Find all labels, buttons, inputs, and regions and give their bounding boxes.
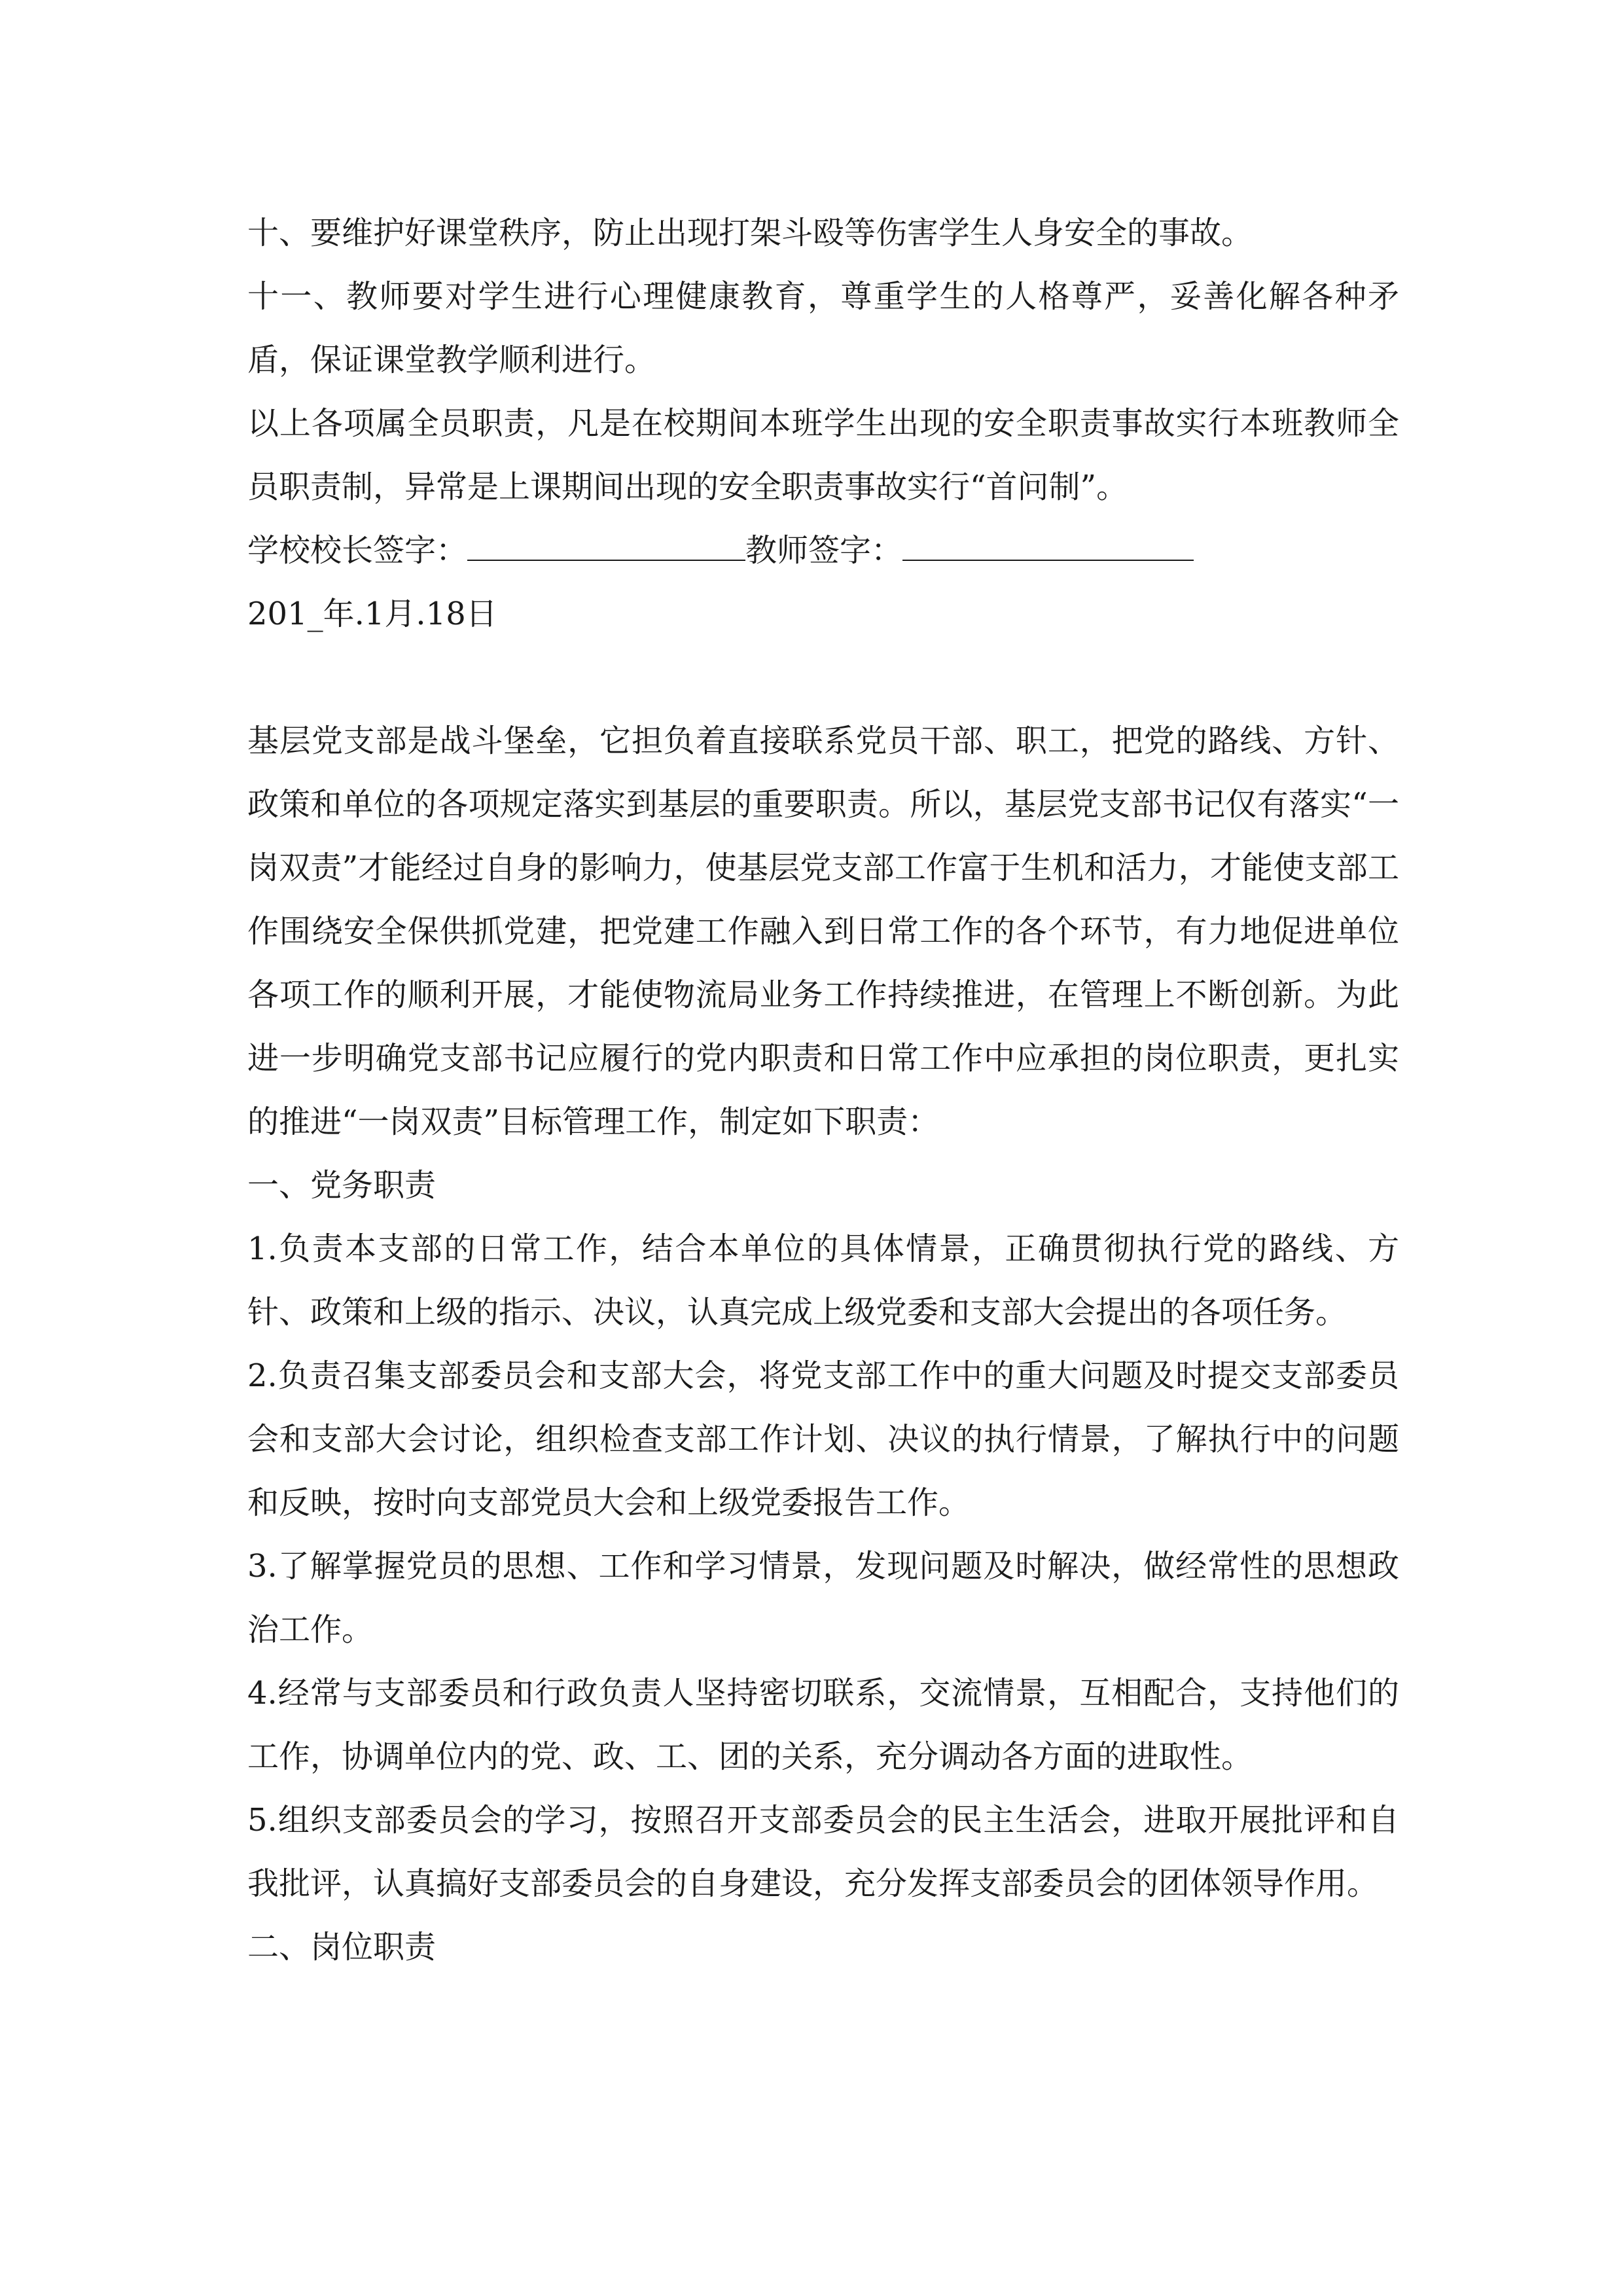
duty-item-5: 5.组织支部委员会的学习，按照召开支部委员会的民主生活会，进取开展批评和自我批评，认真搞好支部委员会的自身建设，充分发挥支部委员会的团体领导作用。 bbox=[247, 1802, 1399, 1902]
document-body bbox=[247, 202, 1399, 1979]
duty-item-4: 4.经常与支部委员和行政负责人坚持密切联系，交流情景，互相配合，支持他们的工作，协调单位内的党、政、工、团的关系，充分调动各方面的进取性。 bbox=[247, 1675, 1399, 1775]
paragraph-item-10: 十、要维护好课堂秩序，防止出现打架斗殴等伤害学生人身安全的事故。 bbox=[247, 215, 1253, 251]
principal-signature-line bbox=[467, 532, 745, 561]
section-heading-post-duties: 二、岗位职责 bbox=[247, 1929, 437, 1965]
teacher-signature-line bbox=[902, 532, 1194, 561]
duty-item-2: 2.负责召集支部委员会和支部大会，将党支部工作中的重大问题及时提交支部委员会和支部大会讨论，组织检查支部工作计划、决议的执行情景，了解执行中的问题和反映，按时向支部党员大会和上级党委报告工作。 bbox=[247, 1357, 1399, 1521]
section-heading-party-duties: 一、党务职责 bbox=[247, 1167, 437, 1204]
duty-item-1: 1.负责本支部的日常工作，结合本单位的具体情景，正确贯彻执行党的路线、方针、政策和上级的指示、决议，认真完成上级党委和支部大会提出的各项任务。 bbox=[247, 1230, 1399, 1331]
signature-date: 201_年.1月.18日 bbox=[247, 596, 497, 632]
paragraph-item-11: 十一、教师要对学生进行心理健康教育，尊重学生的人格尊严，妥善化解各种矛盾，保证课堂教学顺利进行。 bbox=[247, 278, 1399, 378]
principal-signature-label: 学校校长签字： bbox=[247, 532, 468, 569]
signature-row bbox=[247, 519, 1399, 583]
paragraph-responsibility-note: 以上各项属全员职责，凡是在校期间本班学生出现的安全职责事故实行本班教师全员职责制，异常是上课期间出现的安全职责事故实行“首问制”。 bbox=[247, 405, 1399, 505]
section-gap bbox=[247, 646, 1399, 709]
duty-item-3: 3.了解掌握党员的思想、工作和学习情景，发现问题及时解决，做经常性的思想政治工作。 bbox=[247, 1548, 1399, 1648]
teacher-signature-label: 教师签字： bbox=[745, 532, 903, 569]
intro-paragraph: 基层党支部是战斗堡垒，它担负着直接联系党员干部、职工，把党的路线、方针、政策和单位的各项规定落实到基层的重要职责。所以，基层党支部书记仅有落实“一岗双责”才能经过自身的影响力，使基层党支部工作富于生机和活力，才能使支部工作围绕安全保供抓党建，把党建工作融入到日常工作的各个环节，有力地促进单位各项工作的顺利开展，才能使物流局业务工作持续推进，在管理上不断创新。为此进一步明确党支部书记应履行的党内职责和日常工作中应承担的岗位职责，更扎实的推进“一岗双责”目标管理工作，制定如下职责： bbox=[247, 723, 1399, 1140]
